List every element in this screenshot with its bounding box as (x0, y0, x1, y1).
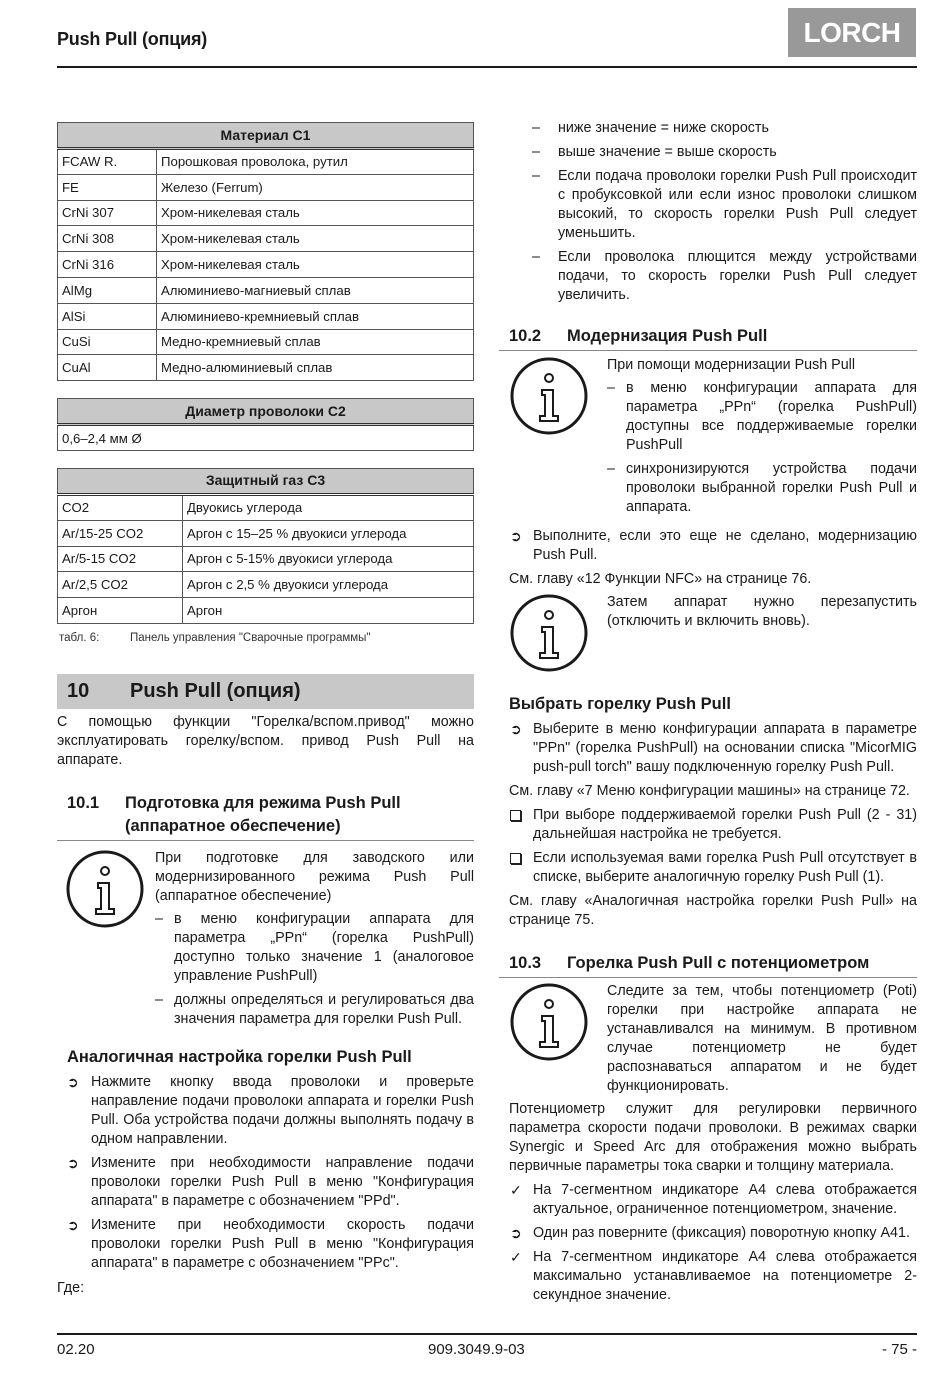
running-header-title: Push Pull (опция) (57, 29, 208, 49)
select-torch-heading: Выбрать горелку Push Pull (509, 695, 731, 713)
info-note: Следите за тем, чтобы потенциометр (Poti) горелки при настройке аппарата не устанавливался на минимум. В противном случае потенциометр не будет распознаваться аппаратом и не будет функционировать. (509, 982, 917, 1096)
arrow-icon: ➲ (510, 721, 522, 737)
result-item: ✓ На 7-сегментном индикаторе A4 слева отображается актуальное, ограниченное потенциометром, значение. (510, 1182, 917, 1217)
table-row: AlMg Алюминиево-магниевый сплав (58, 277, 474, 303)
instruction-step: ➲ Выберите в меню конфигурации аппарата в параметре "PPn" (горелка PushPull) на основании списка "MicorMIG push-pull torch" вашу подключенную горелку Push Pull. (510, 721, 917, 775)
info-note: При помощи модернизации Push Pull – в меню конфигурации аппарата для параметра „PPn“ (горелка PushPull) доступны все поддерживаемые горелки PushPull – синхронизируются устройства подачи проволоки выбранной горелки Push Pull и аппарата. (509, 356, 917, 522)
table-row: FE Железо (Ferrum) (58, 174, 474, 200)
info-icon (509, 593, 607, 679)
info-bullets (607, 379, 917, 517)
info-note: При подготовке для заводского или модернизированного режима Push Pull (аппаратное обеспечение) – в меню конфигурации аппарата для параметра „PPn“ (горелка PushPull) доступно только значение 1 (аналоговое управление PushPull) – должны определяться и регулироваться два значения параметра для горелки Push Pull. (57, 849, 474, 1034)
info-bullets (155, 910, 474, 1029)
arrow-icon: ➲ (67, 1154, 79, 1171)
instruction-step: ➲ Один раз поверните (фиксация) поворотную кнопку A41. (510, 1225, 910, 1241)
analog-setup-heading: Аналогичная настройка горелки Push Pull (67, 1047, 412, 1066)
instruction-step: ➲ Измените при необходимости направление подачи проволоки горелки Push Pull в меню "Конфигурация аппарата" в параметре с обозначением "PPd". (67, 1154, 474, 1209)
footer-rule (57, 1333, 917, 1335)
info-icon (57, 849, 155, 1034)
instruction-step: ➲ Выполните, если это еще не сделано, модернизацию Push Pull. (510, 528, 917, 563)
footer-page-number: - 75 - (881, 1341, 917, 1358)
check-icon: ✓ (510, 1182, 522, 1198)
condition-item: Если используемая вами горелка Push Pull отсутствует в списке, выберите аналогичную горелку Push Pull (1). (509, 849, 917, 887)
section-10-3-heading: 10.3 Горелка Push Pull с потенциометром (499, 952, 917, 978)
checkbox-icon (510, 853, 521, 864)
section-10-1-heading: 10.1 Подготовка для режима Push Pull (аппаратное обеспечение) (57, 792, 474, 841)
table-row: Аргон Аргон (58, 598, 474, 624)
table-row: Ar/2,5 CO2 Аргон с 2,5 % двуокиси углерода (58, 572, 474, 598)
list-item: – Если подача проволоки горелки Push Pull происходит с пробуксовкой или если износ проволоки слишком высокий, то скорость горелки Push Pull следует уменьшить. (532, 168, 917, 241)
table-row: Ar/15-25 CO2 Аргон с 15–25 % двуокиси углерода (58, 520, 474, 546)
list-item: – ниже значение = ниже скорость (532, 120, 769, 136)
table-row: CuSi Медно-кремниевый сплав (58, 329, 474, 355)
lorch-logo: LORCH (788, 8, 916, 57)
list-item: – Если проволока плющится между устройствами подачи, то скорость горелки Push Pull следует увеличить. (532, 249, 917, 303)
gas-table-title: Защитный газ C3 (58, 468, 474, 494)
footer-date: 02.20 (57, 1341, 95, 1358)
cross-reference[interactable]: См. главу «12 Функции NFC» на странице 76. (509, 571, 812, 587)
table-row: 0,6–2,4 мм Ø (58, 425, 474, 451)
instruction-step: ➲ Нажмите кнопку ввода проволоки и проверьте направление подачи проволоки аппарата и горелки Push Pull. Оба устройства подачи должны выполнять подачу в одном направлении. (67, 1073, 474, 1147)
diameter-table-title: Диаметр проволоки C2 (58, 399, 474, 425)
left-column (57, 122, 474, 1302)
header-rule (57, 66, 917, 68)
table-row: Ar/5-15 CO2 Аргон с 5-15% двуокиси углерода (58, 546, 474, 572)
cross-reference[interactable]: См. главу «7 Меню конфигурации машины» на странице 72. (509, 783, 910, 799)
where-list (509, 119, 917, 305)
cross-reference[interactable]: См. главу «Аналогичная настройка горелки Push Pull» на странице 75. (509, 893, 917, 928)
table-row: CrNi 307 Хром-никелевая сталь (58, 200, 474, 226)
table-row: CuAl Медно-алюминиевый сплав (58, 355, 474, 381)
section-10-intro: С помощью функции "Горелка/вспом.привод" можно эксплуатировать горелку/вспом. привод Push Pull на аппарате. (57, 713, 474, 768)
table-row: CrNi 308 Хром-никелевая сталь (58, 226, 474, 252)
check-icon: ✓ (510, 1249, 522, 1265)
where-label: Где: (57, 1279, 85, 1296)
condition-item: При выборе поддерживаемой горелки Push Pull (2 - 31) дальнейшая настройка не требуется. (509, 806, 917, 844)
info-note: Затем аппарат нужно перезапустить (отключить и включить вновь). (509, 593, 917, 679)
info-icon (509, 982, 607, 1096)
gas-table (57, 468, 474, 624)
section-10-2-heading: 10.2 Модернизация Push Pull (499, 325, 917, 351)
instruction-step: ➲ Измените при необходимости скорость подачи проволоки горелки Push Pull в меню "Конфигурация аппарата" в параметре с обозначением "PPc". (67, 1216, 474, 1271)
material-table-title: Материал C1 (58, 123, 474, 149)
material-table (57, 122, 474, 381)
info-icon (509, 356, 607, 522)
list-item: – должны определяться и регулироваться два значения параметра для горелки Push Pull. (155, 991, 474, 1027)
table-row: CO2 Двуокись углерода (58, 494, 474, 520)
footer-doc-number: 909.3049.9-03 (428, 1341, 525, 1358)
table-row: CrNi 316 Хром-никелевая сталь (58, 252, 474, 278)
list-item: – в меню конфигурации аппарата для параметра „PPn“ (горелка PushPull) доступны все поддерживаемые горелки PushPull (607, 380, 917, 453)
arrow-icon: ➲ (510, 1225, 522, 1241)
result-item: ✓ На 7-сегментном индикаторе A4 слева отображается максимально устанавливаемое на потенциометре 2-секундное значение. (510, 1249, 917, 1303)
table-row: FCAW R. Порошковая проволока, рутил (58, 149, 474, 175)
checkbox-icon (510, 810, 521, 821)
list-item: – синхронизируются устройства подачи проволоки выбранной горелки Push Pull и аппарата. (607, 461, 917, 515)
diameter-table (57, 398, 474, 451)
arrow-icon: ➲ (67, 1073, 79, 1090)
table-caption: табл. 6: Панель управления "Сварочные программы" (59, 631, 371, 644)
arrow-icon: ➲ (67, 1216, 79, 1233)
table-row: AlSi Алюминиево-кремниевый сплав (58, 303, 474, 329)
arrow-icon: ➲ (510, 528, 522, 544)
list-item: – выше значение = выше скорость (532, 144, 777, 160)
potentiometer-description: Потенциометр служит для регулировки первичного параметра скорости подачи проволоки. В режимах сварки Synergic и Speed Arc для отображения можно выбрать первичные параметры тока сварки и толщину материала. (509, 1101, 917, 1174)
right-column (509, 115, 917, 1310)
section-10-heading: 10 Push Pull (опция) (57, 674, 474, 709)
list-item: – в меню конфигурации аппарата для параметра „PPn“ (горелка PushPull) доступно только значение 1 (аналоговое управление PushPull) (155, 910, 474, 984)
